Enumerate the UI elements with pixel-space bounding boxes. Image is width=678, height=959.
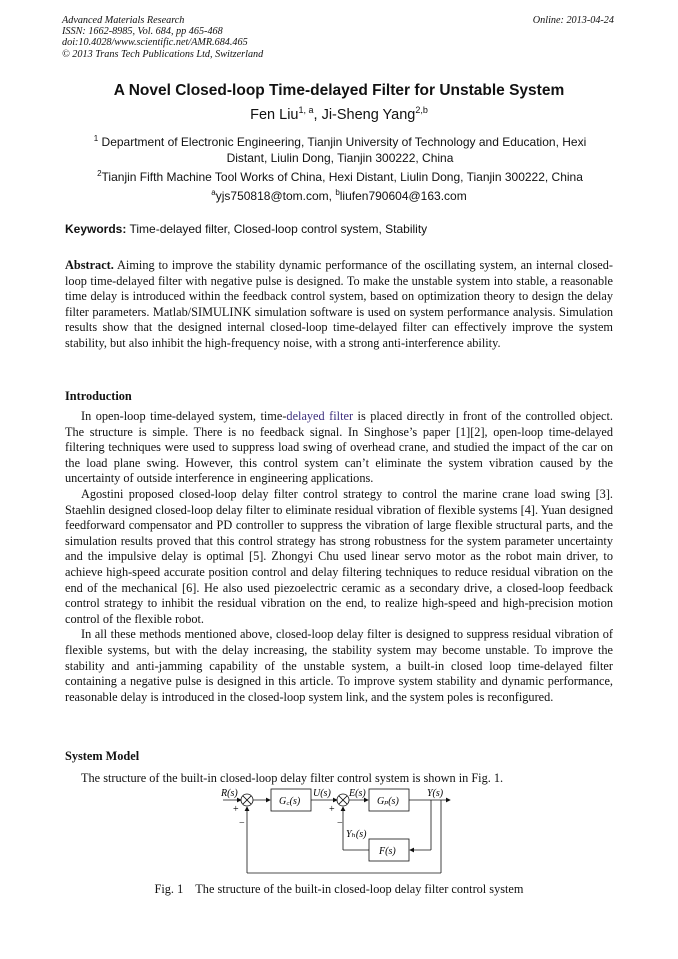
email-b-sup: b (335, 188, 340, 197)
sign-minus-2: − (337, 818, 343, 829)
intro-p1-end: is placed directly in front of the controlled object. The structure is simple. There is no feedback signal. In Singhose’s paper [1][2], open-loop time-delayed filtering techniques were used to suppress load swing of overhead crane, and studied the impact of the car on the load plane swing. However, this control system can’t eliminate the system vibration caused by the uncertainty of outside interference in engineering applications. (65, 409, 613, 486)
introduction-body (65, 409, 613, 705)
author-emails (0, 188, 678, 203)
affiliation-2-sup: 2 (97, 169, 102, 178)
introduction-heading: Introduction (65, 389, 132, 403)
sign-plus-2: + (329, 804, 335, 815)
intro-paragraph-2: Agostini proposed closed-loop delay filter control strategy to control the marine crane load swing [3]. Staehlin designed closed-loop delay filter to eliminate residual vibration of flexible systems [4]. Yuan designed feedforward compensator and PD controller to suppress the vibration of large flexible structural parts, and the simulation results proved that this control strategy has strong robustness for the system parameter uncertainty and the impulsive delay is optimal [5]. Zhongyi Chu used linear servo motor as the robot main driver, to achieve high-speed accurate position control and delay filtering techniques to reduce residual vibration on the end of the mechanical [6]. He also used piezoelectric ceramic as a secondary drive, a closed-loop feedback control strategy to inhibit the residual vibration on the end, to realize high-speed and high-precision motion control of the flexible robot. (65, 486, 613, 626)
label-gp: Gₚ(s) (377, 796, 399, 807)
intro-paragraph-3: In all these methods mentioned above, closed-loop delay filter is designed to suppress residual vibration of flexible systems, but with the delay increasing, the stability system may become unstable. To improve the stability and anti-jamming capability of the unstable system, a built-in closed loop time-delayed filter containing a negative pulse is designed in this article. To improve system stability and dynamic performance, reasonable delay is introduced in the closed-loop system link, and the system poles is reconfigured. (65, 627, 613, 704)
label-r: R(s) (221, 788, 238, 799)
author-1: Fen Liu (250, 107, 299, 123)
author-separator: , (313, 107, 322, 123)
label-y: Y(s) (427, 788, 444, 799)
paper-title: A Novel Closed-loop Time-delayed Filter for Unstable System (113, 82, 565, 99)
affiliation-2-text: Tianjin Fifth Machine Tool Works of China, Hexi Distant, Liulin Dong, Tianjin 300222, China (101, 170, 583, 184)
intro-p1-start: In open-loop time-delayed system, time- (81, 409, 287, 423)
abstract (65, 258, 613, 352)
label-yh: Yₕ(s) (346, 829, 367, 840)
block-diagram (215, 786, 455, 878)
label-u: U(s) (313, 788, 331, 799)
affiliation-2 (60, 166, 620, 185)
sign-minus-1: − (239, 818, 245, 829)
journal-name: Advanced Materials Research (62, 15, 185, 26)
affiliation-1-text: Department of Electronic Engineering, Tianjin University of Technology and Education, Hexi Distant, Liulin Dong, Tianjin 300222, China (98, 135, 587, 165)
email-b[interactable]: liufen790604@163.com (339, 189, 467, 203)
doi[interactable]: doi:10.4028/www.scientific.net/AMR.684.465 (62, 37, 248, 49)
authors (0, 105, 678, 123)
label-e: E(s) (349, 788, 366, 799)
figure-caption: Fig. 1 The structure of the built-in closed-loop delay filter control system (154, 882, 524, 896)
keywords-label: Keywords: (65, 222, 127, 236)
author-2-sup: 2,b (415, 105, 428, 115)
label-gc: G꜀(s) (279, 796, 301, 807)
abstract-label: Abstract. (65, 258, 114, 272)
email-a-sup: a (211, 188, 216, 197)
label-f: F(s) (379, 846, 396, 857)
intro-p1-highlight: delayed filter (286, 409, 354, 423)
issn: ISSN: 1662-8985, Vol. 684, pp 465-468 (62, 26, 223, 38)
online-date: Online: 2013-04-24 (532, 15, 614, 26)
email-a[interactable]: yjs750818@tom.com, (215, 189, 336, 203)
journal-header (62, 15, 263, 60)
system-model-heading: System Model (65, 749, 140, 763)
copyright: © 2013 Trans Tech Publications Ltd, Switzerland (62, 48, 264, 60)
author-1-sup: 1, a (298, 105, 314, 115)
abstract-text: Aiming to improve the stability dynamic performance of the oscillating system, an internal closed-loop time-delayed filter with negative pulse is designed. To make the unstable system into stable, a reasonable time delay is introduced within the feedback control system, based on optimization theory to design the delay filter parameters. Matlab/SIMULINK simulation software is used on system performance analysis. Simulation results show that the designed internal closed-loop time-delayed filter can effectively improve the system stability, but also inhibit the high-frequency noise, with a strong anti-interference ability. (65, 258, 613, 350)
keywords-text: Time-delayed filter, Closed-loop control system, Stability (126, 222, 428, 236)
affiliation-1-sup: 1 (93, 134, 99, 143)
affiliation-1 (80, 131, 600, 166)
keywords (65, 222, 427, 236)
sign-plus-1: + (233, 804, 239, 815)
author-2: Ji-Sheng Yang (321, 107, 416, 123)
system-model-intro: The structure of the built-in closed-loop delay filter control system is shown in Fig. 1. (81, 771, 504, 785)
intro-paragraph-1 (65, 409, 613, 487)
